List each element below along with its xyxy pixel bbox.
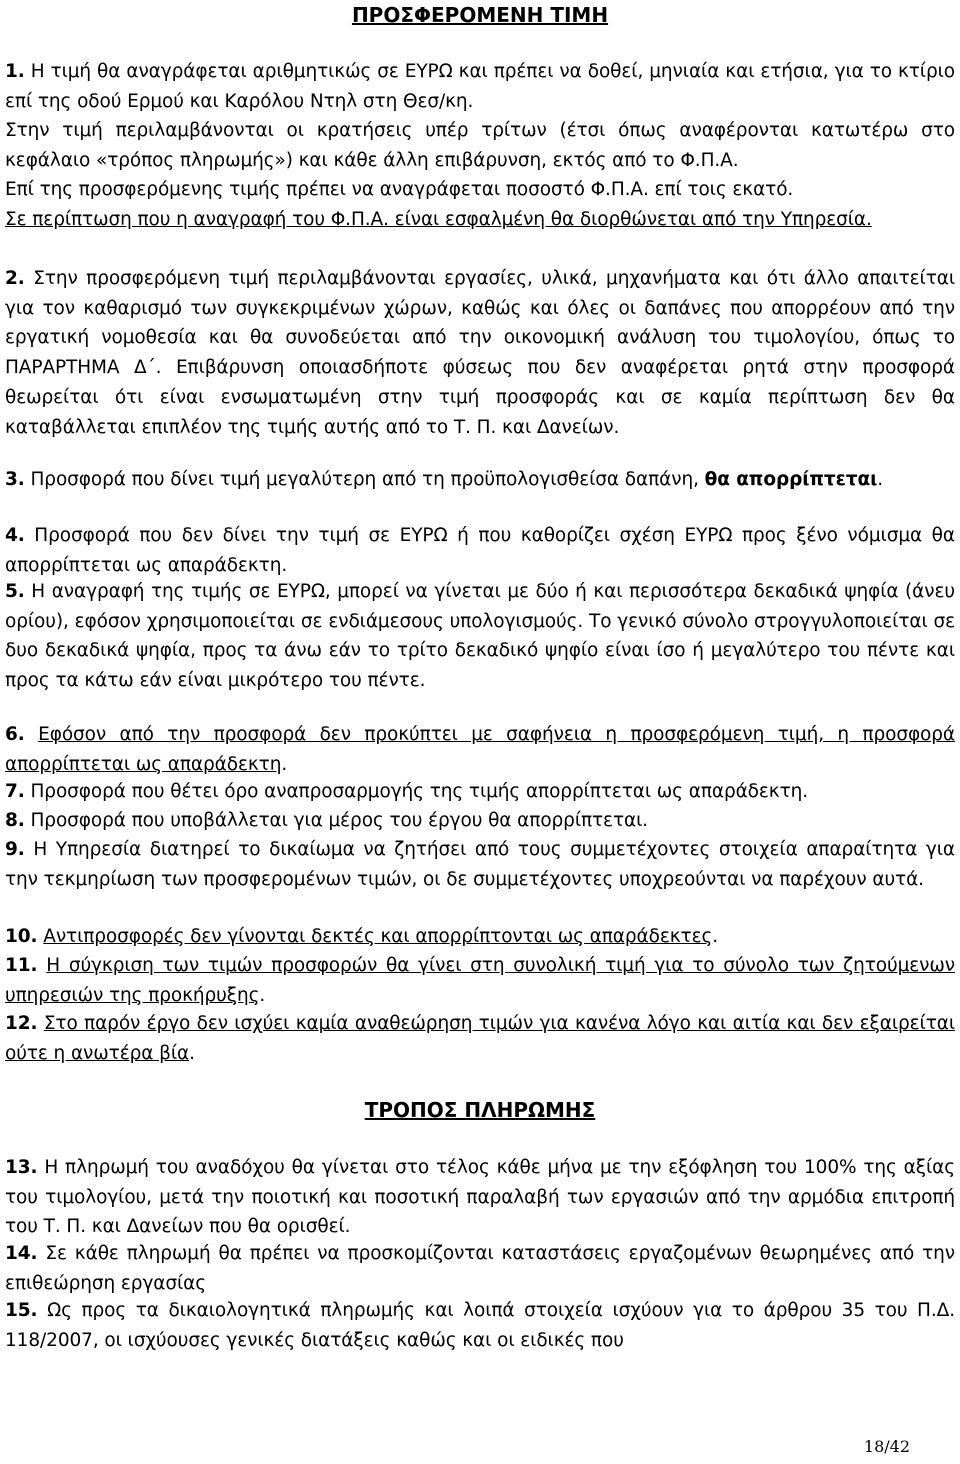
page-title: ΠΡΟΣΦΕΡΟΜΕΝΗ ΤΙΜΗ bbox=[351, 3, 609, 27]
clause-number: 8. bbox=[5, 810, 25, 831]
clause-13 bbox=[5, 1153, 955, 1242]
clause-number: 4. bbox=[5, 525, 25, 546]
clause-7 bbox=[5, 777, 955, 807]
clause-number: 15. bbox=[5, 1300, 38, 1321]
clause-number: 9. bbox=[5, 839, 25, 860]
clause-4 bbox=[5, 521, 955, 580]
clause-text: Προσφορά που δίνει τιμή μεγαλύτερη από τη προϋπολογισθείσα δαπάνη, bbox=[24, 469, 705, 490]
clause-2 bbox=[5, 264, 955, 442]
clause-1-d bbox=[5, 205, 955, 235]
clause-number: 5. bbox=[5, 581, 25, 602]
clause-5 bbox=[5, 577, 955, 696]
clause-text: Στην προσφερόμενη τιμή περιλαμβάνονται εργασίες, υλικά, μηχανήματα και ότι άλλο απαιτείται για τον καθαρισμό των συγκεκριμένων χώρων, καθώς και όλες οι δαπάνες που απορρέουν από την εργατική νομοθεσία και θα συνοδεύεται από την οικονομική ανάλυση του τιμολογίου, όπως το ΠΑΡΑΡΤΗΜΑ Δ΄. Επιβάρυνση οποιασδήποτε φύσεως που δεν αναφέρεται ρητά στην προσφορά θεωρείται ότι είναι ενσωματωμένη στην τιμή προσφοράς και σε καμία περίπτωση δεν θα καταβάλλεται επιπλέον της τιμής αυτής από το Τ. Π. και Δανείων. bbox=[5, 268, 955, 438]
clause-1-c bbox=[5, 175, 955, 205]
clause-text: Επί της προσφερόμενης τιμής πρέπει να αναγράφεται ποσοστό Φ.Π.Α. επί τοις εκατό. bbox=[5, 179, 794, 200]
clause-emphasis: θα απορρίπτεται bbox=[704, 469, 878, 490]
clause-12: 12. Στο παρόν έργο δεν ισχύει καμία αναθεώρηση τιμών για κανένα λόγο και αιτία και δεν εξαιρείται ούτε η ανωτέρα βία. bbox=[5, 1013, 956, 1064]
clause-number: 13. bbox=[5, 1157, 38, 1178]
clause-text: Εφόσον από την προσφορά δεν προκύπτει με σαφήνεια η προσφερόμενη τιμή, η προσφορά απορρίπτεται ως απαράδεκτη bbox=[5, 724, 956, 775]
clause-text: Η αναγραφή της τιμής σε ΕΥΡΩ, μπορεί να γίνεται με δύο ή και περισσότερα δεκαδικά ψηφία (άνευ ορίου), εφόσον χρησιμοποιείται σε ενδιάμεσους υπολογισμούς. Το γενικό σύνολο στρογγυλοποιείται σε δυο δεκαδικά ψηφία, προς τα άνω εάν το τρίτο δεκαδικό ψηφίο είναι ίσο ή μεγαλύτερο του πέντε και προς τα κάτω εάν είναι μικρότερο του πέντε. bbox=[5, 581, 955, 692]
clause-text: Ως προς τα δικαιολογητικά πληρωμής και λοιπά στοιχεία ισχύουν για το άρθρου 35 του Π.Δ. 118/2007, οι ισχύουσες γενικές διατάξεις καθώς και οι ειδικές που bbox=[5, 1300, 955, 1351]
clause-number: 7. bbox=[5, 781, 25, 802]
clause-10: 10. Αντιπροσφορές δεν γίνονται δεκτές και απορρίπτονται ως απαράδεκτες. bbox=[5, 926, 719, 947]
clause-text: Η σύγκριση των τιμών προσφορών θα γίνει στη συνολική τιμή για το σύνολο των ζητούμενων υπηρεσιών της προκήρυξης bbox=[5, 955, 956, 1006]
clause-number: 6. bbox=[5, 724, 25, 745]
clause-14 bbox=[5, 1239, 955, 1298]
clause-number: 14. bbox=[5, 1243, 38, 1264]
clause-text: Στην τιμή περιλαμβάνονται οι κρατήσεις υπέρ τρίτων (έτσι όπως αναφέρονται κατωτέρω στο κεφάλαιο «τρόπος πληρωμής») και κάθε άλλη επιβάρυνση, εκτός από το Φ.Π.Α. bbox=[5, 120, 955, 171]
clause-number: 2. bbox=[5, 268, 25, 289]
section-title-payment: ΤΡΟΠΟΣ ΠΛΗΡΩΜΗΣ bbox=[364, 1098, 596, 1122]
clause-text: Η πληρωμή του αναδόχου θα γίνεται στο τέλος κάθε μήνα με την εξόφληση του 100% της αξίας του τιμολογίου, μετά την ποιοτική και ποσοτική παραλαβή των εργασιών από την αρμόδια επιτροπή του Τ. Π. και Δανείων που θα ορισθεί. bbox=[5, 1157, 955, 1238]
clause-text: Σε κάθε πληρωμή θα πρέπει να προσκομίζονται καταστάσεις εργαζομένων θεωρημένες από την επιθεώρηση εργασίας bbox=[5, 1243, 955, 1294]
clause-text: Αντιπροσφορές δεν γίνονται δεκτές και απορρίπτονται ως απαράδεκτες bbox=[43, 926, 713, 947]
clause-number: 12. bbox=[5, 1013, 38, 1034]
clause-text: Σε περίπτωση που η αναγραφή του Φ.Π.Α. είναι εσφαλμένη θα διορθώνεται από την Υπηρεσία. bbox=[5, 209, 872, 230]
clause-text: Η τιμή θα αναγράφεται αριθμητικώς σε ΕΥΡΩ και πρέπει να δοθεί, μηνιαία και ετήσια, για το κτίριο επί της οδού Ερμού και Καρόλου Ντηλ στη Θεσ/κη. bbox=[5, 61, 955, 112]
clause-11: 11. Η σύγκριση των τιμών προσφορών θα γίνει στη συνολική τιμή για το σύνολο των ζητούμενων υπηρεσιών της προκήρυξης. bbox=[5, 955, 956, 1006]
clause-6: 6. Εφόσον από την προσφορά δεν προκύπτει με σαφήνεια η προσφερόμενη τιμή, η προσφορά απορρίπτεται ως απαράδεκτη. bbox=[5, 724, 956, 775]
clause-1 bbox=[5, 57, 955, 116]
clause-text: Προσφορά που δεν δίνει την τιμή σε ΕΥΡΩ ή που καθορίζει σχέση ΕΥΡΩ προς ξένο νόμισμα θα απορρίπτεται ως απαράδεκτη. bbox=[5, 525, 955, 576]
clause-9 bbox=[5, 835, 955, 894]
page-number: 18/42 bbox=[863, 1437, 910, 1456]
clause-15 bbox=[5, 1296, 955, 1355]
clause-8 bbox=[5, 806, 955, 836]
clause-number: 3. bbox=[5, 469, 25, 490]
clause-number: 1. bbox=[5, 61, 25, 82]
clause-number: 10. bbox=[5, 926, 38, 947]
clause-3: 3. Προσφορά που δίνει τιμή μεγαλύτερη από τη προϋπολογισθείσα δαπάνη, θα απορρίπτεται. bbox=[5, 469, 883, 490]
clause-number: 11. bbox=[5, 955, 38, 976]
clause-1-b bbox=[5, 116, 955, 175]
clause-text: Η Υπηρεσία διατηρεί το δικαίωμα να ζητήσει από τους συμμετέχοντες στοιχεία απαραίτητα για την τεκμηρίωση των προσφερομένων τιμών, οι δε συμμετέχοντες υποχρεούνται να παρέχουν αυτά. bbox=[5, 839, 955, 890]
clause-text: Προσφορά που θέτει όρο αναπροσαρμογής της τιμής απορρίπτεται ως απαράδεκτη. bbox=[24, 781, 809, 802]
clause-text: Προσφορά που υποβάλλεται για μέρος του έργου θα απορρίπτεται. bbox=[24, 810, 649, 831]
clause-text: Στο παρόν έργο δεν ισχύει καμία αναθεώρηση τιμών για κανένα λόγο και αιτία και δεν εξαιρείται ούτε η ανωτέρα βία bbox=[5, 1013, 956, 1064]
